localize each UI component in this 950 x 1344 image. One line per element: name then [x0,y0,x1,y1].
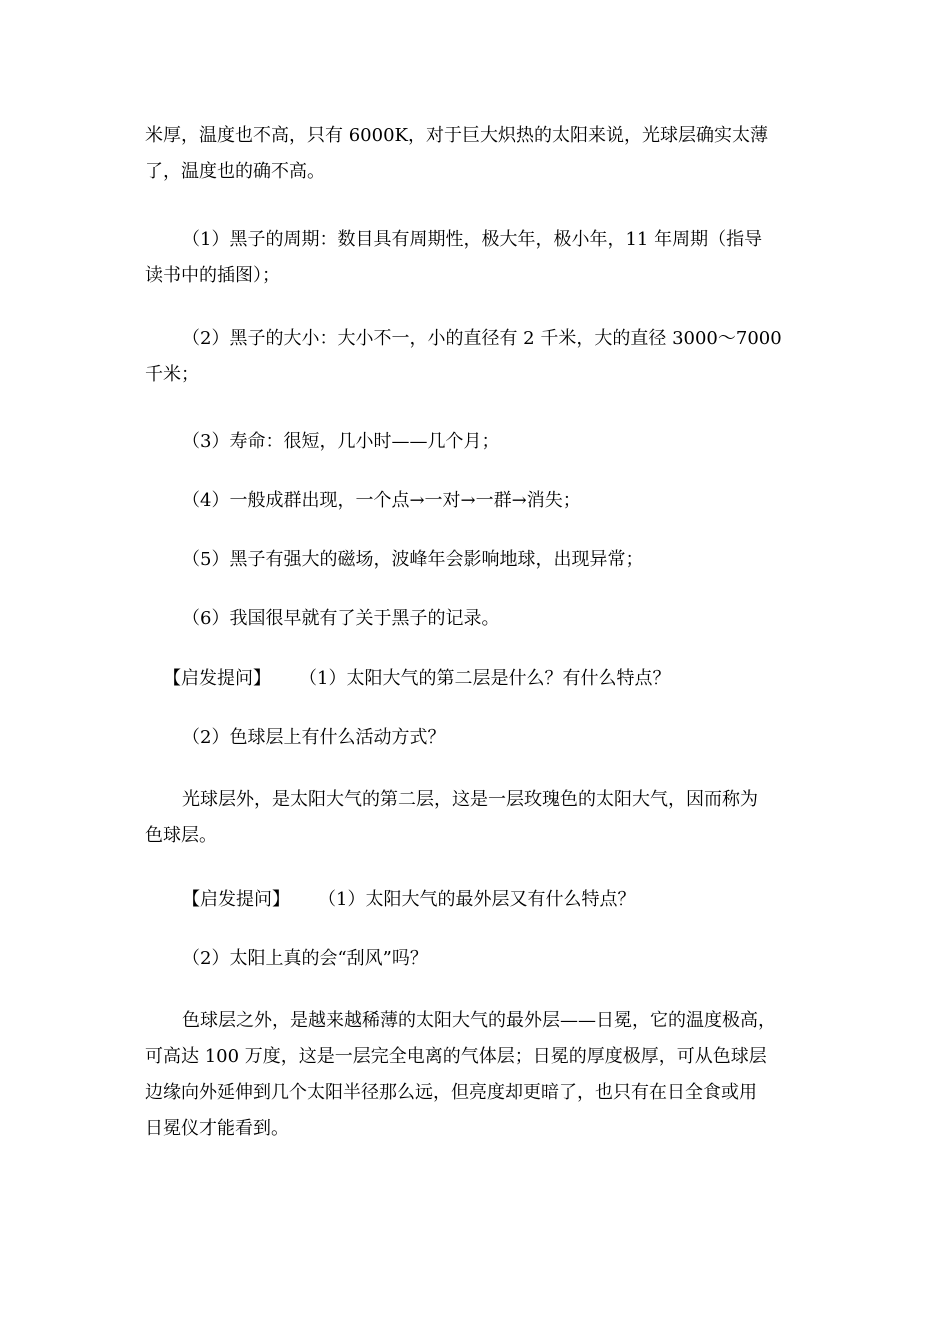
text-line [145,661,807,697]
text-line: 米厚，温度也不高，只有 6000K，对于巨大炽热的太阳来说，光球层确实太薄 [145,125,768,146]
text-line: 光球层外，是太阳大气的第二层，这是一层玫瑰色的太阳大气，因而称为 [182,789,758,810]
text-line: （4）一般成群出现，一个点→一对→一群→消失； [182,490,581,511]
text-line: （1）黑子的周期：数目具有周期性，极大年，极小年，11 年周期（指导 [182,229,763,250]
sunspot-item-4 [145,483,807,519]
prompt-label: 【启发提问】 [163,668,271,689]
text-line: 了，温度也的确不高。 [145,161,325,182]
text-line: （6）我国很早就有了关于黑子的记录。 [182,608,500,629]
text-line: 读书中的插图）； [145,265,280,286]
sunspot-item-6 [145,601,807,637]
corona-paragraph [145,1003,807,1147]
sunspot-item-3 [145,424,807,460]
prompt-question-4 [145,941,807,977]
sunspot-item-2 [145,321,807,393]
chromosphere-paragraph [145,782,807,854]
text-line: （3）寿命：很短，几小时——几个月； [182,431,500,452]
sunspot-item-5 [145,542,807,578]
text-line: 千米； [145,364,199,385]
text-line: （2）太阳上真的会“刮风”吗？ [182,948,428,969]
prompt-question: （1）太阳大气的第二层是什么？有什么特点？ [299,668,671,689]
sunspot-item-1 [145,222,807,294]
text-line: （2）色球层上有什么活动方式？ [182,727,446,748]
prompt-question: （1）太阳大气的最外层又有什么特点？ [318,889,636,910]
text-line: （5）黑子有强大的磁场，波峰年会影响地球，出现异常； [182,549,644,570]
prompt-label: 【启发提问】 [182,889,290,910]
text-line: （2）黑子的大小：大小不一，小的直径有 2 千米，大的直径 3000～7000 [182,328,782,349]
text-line [145,882,807,918]
prompt-question-3 [145,882,807,918]
text-line: 色球层。 [145,825,217,846]
text-line: 边缘向外延伸到几个太阳半径那么远，但亮度却更暗了，也只有在日全食或用 [145,1082,757,1103]
text-line: 可高达 100 万度，这是一层完全电离的气体层；日冕的厚度极厚，可从色球层 [145,1046,767,1067]
text-line: 色球层之外，是越来越稀薄的太阳大气的最外层——日冕，它的温度极高， [182,1010,776,1031]
prompt-question-2 [145,720,807,756]
intro-paragraph [145,118,807,190]
prompt-question-1 [145,661,807,697]
text-line: 日冕仪才能看到。 [145,1118,289,1139]
